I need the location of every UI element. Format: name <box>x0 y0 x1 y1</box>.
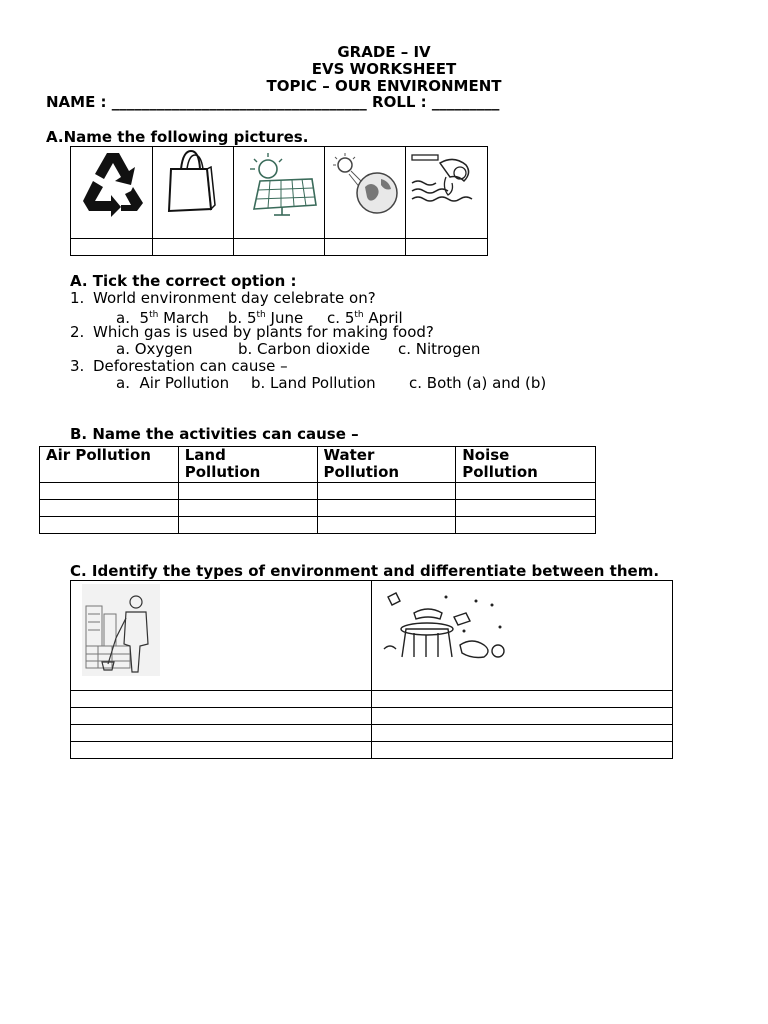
question-2-text: Which gas is used by plants for making food? <box>93 323 434 341</box>
q3-option-b[interactable]: b. Land Pollution <box>251 374 376 392</box>
name-label: NAME : <box>46 93 107 111</box>
question-number: 1. <box>70 289 85 307</box>
earth-sun-icon <box>325 147 405 217</box>
table-cell[interactable] <box>371 708 672 725</box>
table-cell[interactable] <box>456 517 596 534</box>
picture-cell-5 <box>406 147 488 239</box>
polluted-environment-icon <box>380 587 515 667</box>
table-cell[interactable] <box>371 725 672 742</box>
col-water-pollution: Water Pollution <box>317 447 456 483</box>
table-cell[interactable] <box>317 517 456 534</box>
question-3-number: 3. <box>70 357 85 375</box>
q2-option-c[interactable]: c. Nitrogen <box>398 340 481 358</box>
worksheet-title: EVS WORKSHEET <box>311 60 457 78</box>
roll-label: ROLL : <box>372 93 427 111</box>
table-cell[interactable] <box>40 500 179 517</box>
table-cell[interactable] <box>178 483 317 500</box>
table-cell[interactable] <box>456 483 596 500</box>
table-cell[interactable] <box>40 483 179 500</box>
q3-option-c[interactable]: c. Both (a) and (b) <box>409 374 547 392</box>
pictures-table <box>70 146 488 256</box>
table-cell[interactable] <box>178 517 317 534</box>
option[interactable]: b. 5th June <box>227 309 304 327</box>
picture-answer-4[interactable] <box>325 239 406 256</box>
topic-title: TOPIC – OUR ENVIRONMENT <box>266 77 502 95</box>
q2-option-b[interactable]: b. Carbon dioxide <box>238 340 371 358</box>
solar-panel-icon <box>234 147 324 217</box>
shopping-bag-icon <box>153 147 233 217</box>
roll-blank[interactable]: _________ <box>431 93 500 111</box>
clean-environment-cell <box>71 581 372 691</box>
table-cell[interactable] <box>40 517 179 534</box>
section-a-heading: A.Name the following pictures. <box>46 128 309 146</box>
table-cell[interactable] <box>71 725 372 742</box>
q2-option-a[interactable]: a. Oxygen <box>116 340 193 358</box>
col-air-pollution: Air Pollution <box>40 447 179 483</box>
option[interactable]: a. 5th March <box>116 309 209 327</box>
question-3-text: Deforestation can cause – <box>93 357 288 375</box>
tick-heading: A. Tick the correct option : <box>70 272 297 290</box>
question-1-text: World environment day celebrate on? <box>93 289 376 307</box>
picture-answer-2[interactable] <box>152 239 234 256</box>
water-pollution-icon <box>406 147 486 217</box>
col-land-pollution: Land Pollution <box>178 447 317 483</box>
table-cell[interactable] <box>371 742 672 759</box>
table-cell[interactable] <box>178 500 317 517</box>
clean-environment-icon <box>82 584 162 679</box>
option[interactable]: c. 5th April <box>327 309 403 327</box>
recycle-icon <box>71 147 151 217</box>
table-cell[interactable] <box>317 483 456 500</box>
picture-cell-4 <box>325 147 406 239</box>
environment-table <box>70 580 673 759</box>
picture-answer-5[interactable] <box>406 239 488 256</box>
name-roll-row <box>46 94 499 111</box>
table-cell[interactable] <box>317 500 456 517</box>
table-cell[interactable] <box>371 691 672 708</box>
q3-option-a[interactable]: a. Air Pollution <box>116 374 230 392</box>
picture-answer-3[interactable] <box>234 239 325 256</box>
table-cell[interactable] <box>71 708 372 725</box>
table-cell[interactable] <box>71 742 372 759</box>
section-b-heading: B. Name the activities can cause – <box>70 425 359 443</box>
picture-cell-3 <box>234 147 325 239</box>
grade-title: GRADE – IV <box>337 43 431 61</box>
picture-answer-1[interactable] <box>71 239 153 256</box>
polluted-environment-cell <box>371 581 672 691</box>
question-1 <box>70 290 84 307</box>
section-c-heading: C. Identify the types of environment and differentiate between them. <box>70 562 660 580</box>
question-2-number: 2. <box>70 323 85 341</box>
table-cell[interactable] <box>456 500 596 517</box>
pollution-table <box>39 446 596 534</box>
table-cell[interactable] <box>71 691 372 708</box>
picture-cell-2 <box>152 147 234 239</box>
name-blank[interactable]: __________________________________ <box>111 93 367 111</box>
col-noise-pollution: Noise Pollution <box>456 447 596 483</box>
picture-cell-1 <box>71 147 153 239</box>
